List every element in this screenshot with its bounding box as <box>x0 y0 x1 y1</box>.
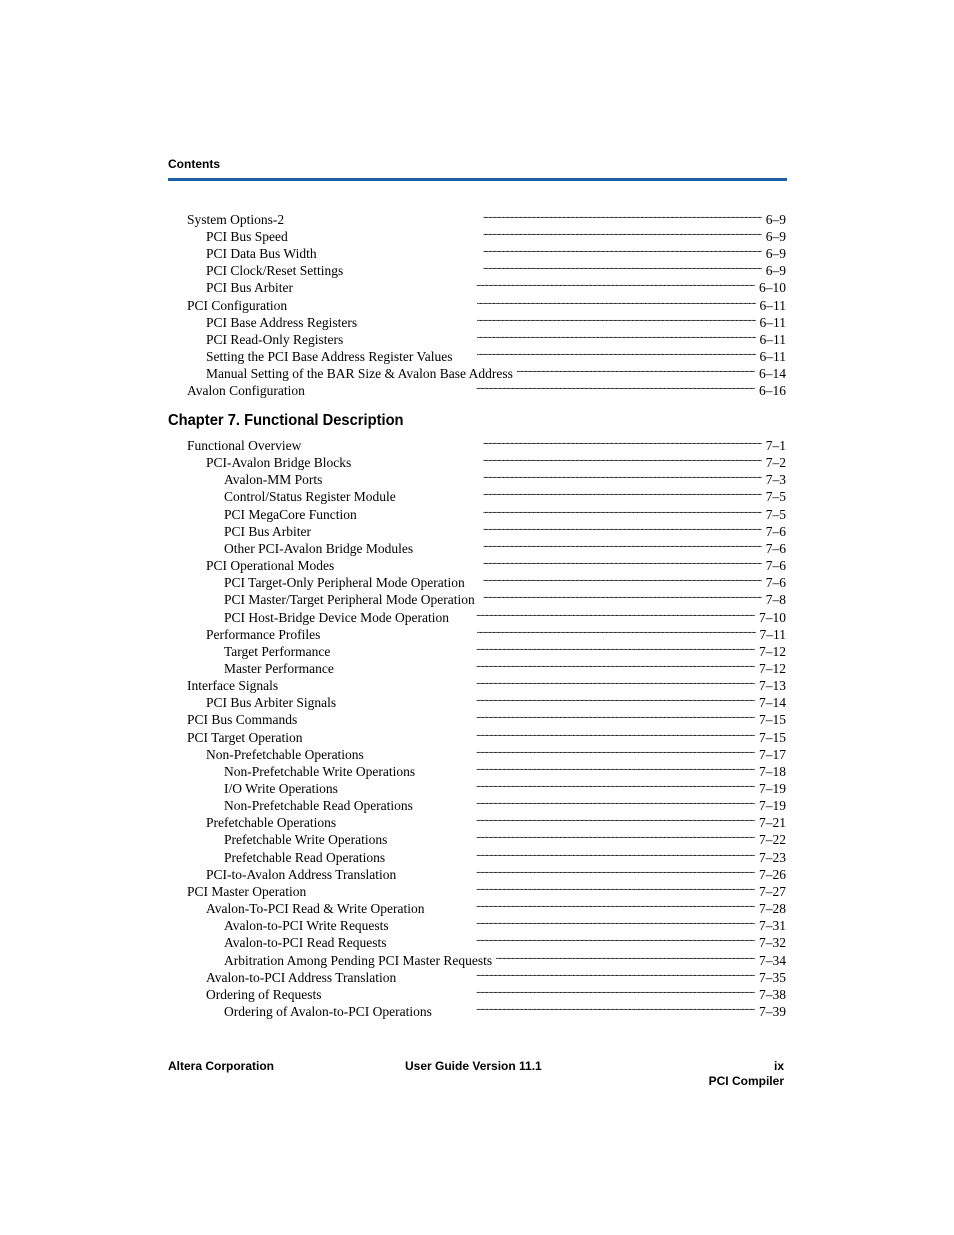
toc-entry-label: Interface Signals <box>187 678 279 694</box>
toc-entry-page: 7–5 <box>765 506 786 522</box>
toc-entry-label: Avalon Configuration <box>187 383 305 398</box>
toc-entry[interactable] <box>224 587 786 608</box>
toc-entry[interactable] <box>206 361 786 381</box>
toc-entry-label: Ordering of Requests <box>206 986 322 1002</box>
toc-entry-page: 6–9 <box>765 229 786 245</box>
dot-leader <box>301 707 755 724</box>
toc-entry-page: 7–39 <box>759 1003 786 1019</box>
dot-leader <box>417 793 755 810</box>
toc-entry-label: PCI-to-Avalon Address Translation <box>206 866 397 882</box>
dot-leader <box>479 587 762 604</box>
dot-leader <box>347 327 755 344</box>
toc-entry[interactable] <box>187 433 786 453</box>
toc-entry-page: 7–15 <box>759 712 786 728</box>
dot-leader <box>400 965 755 982</box>
toc-entry-page: 6–16 <box>759 383 786 398</box>
toc-entry-page: 7–34 <box>759 952 786 968</box>
toc-entry-page: 7–26 <box>759 866 786 882</box>
toc-entry-label: Non-Prefetchable Read Operations <box>224 798 413 814</box>
toc-entry-page: 7–6 <box>765 575 786 591</box>
dot-leader <box>334 639 755 656</box>
toc-entry-label: PCI Target-Only Peripheral Mode Operation <box>224 575 465 591</box>
toc-entry-label: Avalon-to-PCI Read Requests <box>224 935 387 951</box>
dot-leader <box>428 896 755 913</box>
dot-leader <box>291 293 755 310</box>
toc-entry-page: 7–8 <box>765 592 786 608</box>
toc-entry-page: 6–11 <box>759 331 786 347</box>
toc-entry-label: PCI MegaCore Function <box>224 506 357 522</box>
dot-leader <box>305 433 761 450</box>
toc-entry-label: Manual Setting of the BAR Size & Avalon Base Address <box>206 365 513 381</box>
toc-entry-label: PCI Data Bus Width <box>206 246 317 262</box>
toc-entry[interactable] <box>224 467 786 488</box>
toc-entry-label: PCI Target Operation <box>187 729 303 745</box>
toc-entry[interactable] <box>206 862 786 882</box>
dot-leader <box>419 759 755 776</box>
toc-entry[interactable] <box>206 810 786 831</box>
toc-entry-label: PCI Host-Bridge Device Mode Operation <box>224 609 449 625</box>
toc-entry[interactable] <box>187 707 786 728</box>
toc-entry[interactable] <box>224 536 786 556</box>
dot-leader <box>307 725 755 742</box>
footer-page-number: ix <box>773 1059 784 1073</box>
toc-entry-label: PCI Read-Only Registers <box>206 331 344 347</box>
toc-entry-page: 7–27 <box>759 883 786 899</box>
toc-entry-label: Prefetchable Operations <box>206 815 337 831</box>
toc-entry-page: 7–12 <box>759 643 786 659</box>
toc-entry-page: 6–10 <box>759 280 786 296</box>
toc-entry-page: 7–3 <box>765 472 786 488</box>
toc-entry-page: 7–28 <box>759 901 786 917</box>
toc-entry[interactable] <box>224 913 786 934</box>
toc-entry-label: PCI Master Operation <box>187 883 307 899</box>
toc-entry[interactable] <box>206 310 786 330</box>
dot-leader <box>310 879 755 896</box>
dot-leader <box>453 605 755 622</box>
toc-entry-page: 7–13 <box>759 678 786 694</box>
toc-entry-page: 7–23 <box>759 849 786 865</box>
toc-entry-label: Target Performance <box>224 643 331 659</box>
toc-entry[interactable] <box>224 948 786 968</box>
toc-entry[interactable] <box>206 450 786 471</box>
toc-entry[interactable] <box>187 378 786 398</box>
toc-entry[interactable] <box>206 258 786 279</box>
toc-entry-page: 7–19 <box>759 798 786 814</box>
toc-entry-page: 6–9 <box>765 263 786 279</box>
dot-leader <box>340 810 755 827</box>
toc-entry-page: 6–11 <box>759 314 786 330</box>
dot-leader <box>400 484 762 501</box>
toc-entry[interactable] <box>187 673 786 694</box>
toc-entry[interactable] <box>224 793 786 814</box>
toc-entry[interactable] <box>224 484 786 505</box>
toc-entry-label: Avalon-MM Ports <box>224 472 323 488</box>
dot-leader <box>390 930 755 947</box>
dot-leader <box>321 241 762 258</box>
toc-entry-label: Ordering of Avalon-to-PCI Operations <box>224 1003 432 1019</box>
toc-entry[interactable] <box>224 999 786 1019</box>
toc-entry[interactable] <box>206 896 786 917</box>
toc-entry-label: Arbitration Among Pending PCI Master Requests <box>224 952 493 968</box>
toc-entry-page: 7–1 <box>765 438 786 453</box>
toc-entry-page: 7–22 <box>759 832 786 848</box>
toc-entry[interactable] <box>206 241 786 262</box>
toc-entry-label: Setting the PCI Base Address Register Values <box>206 348 453 364</box>
toc-entry-label: Avalon-to-PCI Address Translation <box>206 969 397 985</box>
toc-entry-page: 7–2 <box>765 455 786 471</box>
toc-entry-label: Prefetchable Read Operations <box>224 849 386 865</box>
toc-entry[interactable] <box>206 742 786 762</box>
toc-entry-page: 7–35 <box>759 969 786 985</box>
dot-leader <box>282 673 755 690</box>
toc-entry[interactable] <box>206 553 786 574</box>
footer-company: Altera Corporation <box>168 1059 275 1073</box>
dot-leader <box>456 344 755 361</box>
toc-entry[interactable] <box>224 930 786 951</box>
dot-leader <box>368 742 755 759</box>
dot-leader <box>326 467 761 484</box>
toc-entry-label: PCI Bus Commands <box>187 712 298 728</box>
toc-entry-page: 7–19 <box>759 781 786 796</box>
toc-entry[interactable] <box>206 224 786 245</box>
dot-leader <box>400 862 755 879</box>
toc-entry[interactable] <box>206 982 786 1002</box>
dot-leader <box>309 378 755 395</box>
toc-entry-page: 7–6 <box>765 558 786 574</box>
toc-entry-page: 7–6 <box>765 540 786 556</box>
dot-leader <box>417 536 762 553</box>
dot-leader <box>340 690 755 707</box>
toc-entry-page: 6–11 <box>759 348 786 364</box>
toc-entry-label: PCI Bus Speed <box>206 229 288 245</box>
toc-entry-label: PCI Clock/Reset Settings <box>206 263 344 279</box>
toc-entry[interactable] <box>187 879 786 899</box>
toc-entry-label: I/O Write Operations <box>224 781 338 796</box>
dot-leader <box>361 310 755 327</box>
toc-entry[interactable] <box>206 622 786 642</box>
toc-entry-page: 7–17 <box>759 746 786 762</box>
toc-entry-label: PCI Base Address Registers <box>206 314 358 330</box>
toc-entry-page: 7–38 <box>759 986 786 1002</box>
toc-entry-label: PCI Bus Arbiter <box>224 523 312 539</box>
toc-entry[interactable] <box>187 293 786 313</box>
dot-leader <box>324 622 755 639</box>
toc-entry-label: Other PCI-Avalon Bridge Modules <box>224 540 414 556</box>
toc-entry[interactable] <box>224 656 786 676</box>
dot-leader <box>436 999 755 1016</box>
toc-entry-label: PCI Bus Arbiter Signals <box>206 695 337 711</box>
dot-leader <box>315 519 762 536</box>
dot-leader <box>342 776 755 793</box>
toc-entry-label: Non-Prefetchable Write Operations <box>224 763 416 779</box>
toc-entry-page: 7–15 <box>759 729 786 745</box>
toc-entry-label: Control/Status Register Module <box>224 489 396 505</box>
chapter-heading: Chapter 7. Functional Description <box>168 412 404 429</box>
toc-entry[interactable] <box>224 639 786 659</box>
toc-entry-page: 6–9 <box>765 246 786 262</box>
toc-entry-page: 7–21 <box>759 815 786 831</box>
dot-leader <box>297 275 755 292</box>
dot-leader <box>496 948 755 965</box>
toc-entry[interactable] <box>206 275 786 296</box>
dot-leader <box>389 845 755 862</box>
running-head: Contents <box>168 157 220 171</box>
toc-entry[interactable] <box>224 502 786 522</box>
dot-leader <box>355 450 762 467</box>
toc-entry-label: PCI Bus Arbiter <box>206 280 294 296</box>
header-rule <box>168 178 787 181</box>
toc-entry-page: 7–10 <box>759 609 786 625</box>
toc-entry[interactable] <box>206 965 786 985</box>
toc-entry-label: Non-Prefetchable Operations <box>206 746 364 762</box>
toc-entry-page: 7–12 <box>759 660 786 676</box>
toc-entry-label: PCI Configuration <box>187 297 288 313</box>
toc-entry[interactable] <box>206 690 786 711</box>
dot-leader <box>338 656 755 673</box>
toc-entry[interactable] <box>224 759 786 779</box>
toc-entry-page: 7–14 <box>759 695 786 711</box>
dot-leader <box>288 207 762 224</box>
toc-entry[interactable] <box>224 845 786 865</box>
toc-entry[interactable] <box>224 519 786 539</box>
dot-leader <box>292 224 762 241</box>
toc-entry-page: 7–6 <box>765 523 786 539</box>
toc-entry[interactable] <box>187 207 786 227</box>
toc-entry-page: 6–9 <box>765 212 786 227</box>
footer-product: PCI Compiler <box>708 1074 784 1088</box>
toc-entry-page: 6–11 <box>759 297 786 313</box>
toc-entry-label: System Options-2 <box>187 212 285 227</box>
dot-leader <box>325 982 755 999</box>
toc-entry[interactable] <box>206 327 786 347</box>
toc-entry[interactable] <box>187 725 786 745</box>
toc-entry-label: PCI Operational Modes <box>206 558 335 574</box>
toc-entry[interactable] <box>224 827 786 848</box>
toc-entry-page: 6–14 <box>759 365 786 381</box>
dot-leader <box>391 827 755 844</box>
toc-entry[interactable] <box>224 605 786 625</box>
toc-entry-label: PCI-Avalon Bridge Blocks <box>206 455 352 471</box>
dot-leader <box>361 502 762 519</box>
toc-entry-label: Functional Overview <box>187 438 302 453</box>
footer-version: User Guide Version 11.1 <box>405 1059 542 1073</box>
toc-entry-label: Prefetchable Write Operations <box>224 832 388 848</box>
toc-entry-label: Avalon-to-PCI Write Requests <box>224 918 389 934</box>
toc-entry-page: 7–18 <box>759 763 786 779</box>
dot-leader <box>347 258 761 275</box>
toc-entry[interactable] <box>206 344 786 364</box>
toc-entry-label: Master Performance <box>224 660 334 676</box>
dot-leader <box>338 553 762 570</box>
dot-leader <box>469 570 762 587</box>
toc-entry-label: Avalon-To-PCI Read & Write Operation <box>206 901 425 917</box>
toc-entry[interactable] <box>224 570 786 591</box>
toc-entry-page: 7–5 <box>765 489 786 505</box>
dot-leader <box>517 361 755 378</box>
toc-entry-label: PCI Master/Target Peripheral Mode Operation <box>224 592 475 608</box>
toc-entry[interactable] <box>224 776 786 796</box>
toc-entry-page: 7–11 <box>759 626 786 642</box>
toc-entry-label: Performance Profiles <box>206 626 321 642</box>
toc-entry-page: 7–31 <box>759 918 786 934</box>
toc-entry-page: 7–32 <box>759 935 786 951</box>
dot-leader <box>393 913 755 930</box>
